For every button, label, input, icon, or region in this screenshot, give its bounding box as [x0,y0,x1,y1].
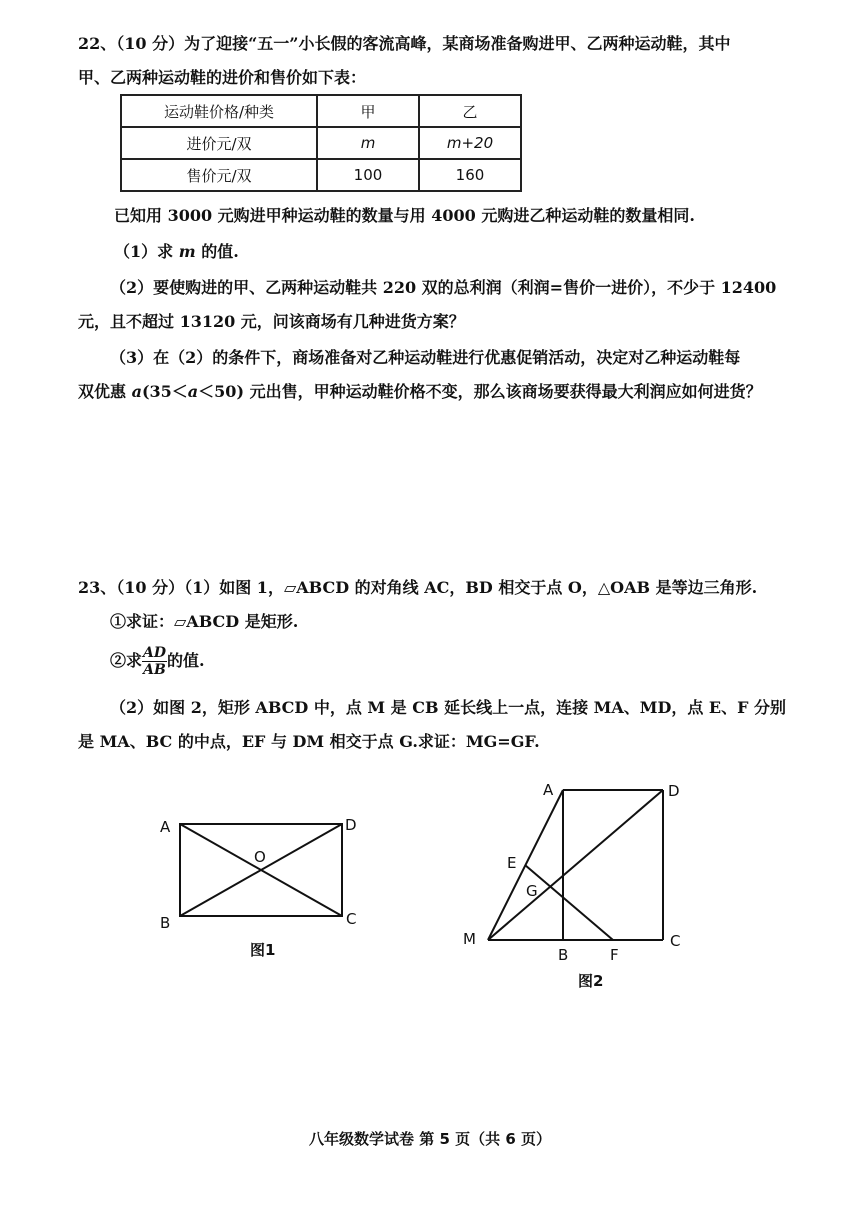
table-cell: 进价元/双 [121,127,317,159]
fig1-label-o: O [254,848,266,866]
q22-line1: 22、（10 分）为了迎接“五一”小长假的客流高峰，某商场准备购进甲、乙两种运动鞋，其中 [78,34,731,53]
table-row [121,127,521,159]
table-cell: m [317,127,419,159]
q23-sub2-text: 的值. [167,651,205,670]
table-row [121,159,521,191]
q22-part1 [114,242,239,262]
table-cell: 160 [419,159,521,191]
q23-sub2 [110,644,205,678]
fig2-label-b: B [558,946,569,964]
fig2-caption: 图2 [578,972,604,990]
table-header-row [121,95,521,127]
q23-line1: 23、（10 分）（1）如图 1，▱ABCD 的对角线 AC，BD 相交于点 O，△OAB 是等边三角形. [78,578,758,597]
fig1-diagonal-bd [180,824,342,916]
q22-part1-text: 的值. [195,242,239,261]
price-table [120,94,522,192]
q22-given: 已知用 3000 元购进甲种运动鞋的数量与用 4000 元购进乙种运动鞋的数量相同. [114,206,695,225]
fig1-diagonal-ac [180,824,342,916]
q22-part3-line2 [78,382,762,402]
q23-part2-line2: 是 MA、BC 的中点，EF 与 DM 相交于点 G.求证：MG=GF. [78,732,540,751]
fig1-label-a: A [160,818,171,836]
fig2-label-a: A [543,781,554,799]
fig1-label-b: B [160,914,171,932]
q22-line2: 甲、乙两种运动鞋的进价和售价如下表： [78,68,367,87]
fig1-label-d: D [345,816,357,834]
fraction [142,645,167,678]
fig2-line-ma [488,790,563,940]
q22-part3-text: (35＜ [141,382,188,401]
fraction-numerator: AD [143,645,167,661]
page-footer: 八年级数学试卷 第 5 页（共 6 页） [309,1130,551,1148]
table-cell: 100 [317,159,419,191]
fig2-label-f: F [610,946,619,964]
figure-2 [488,790,663,940]
q22-part3-var: a [131,382,142,401]
fig2-label-c: C [670,932,681,950]
q23-sub2-text: ②求 [110,651,143,670]
fig1-rectangle [180,824,342,916]
q22-part1-text: （1）求 [114,242,179,261]
fig2-label-d: D [668,782,680,800]
q22-part3-line1: （3）在（2）的条件下，商场准备对乙种运动鞋进行优惠促销活动，决定对乙种运动鞋每 [110,348,741,367]
table-cell: m+20 [419,127,521,159]
fraction-denominator: AB [143,662,166,678]
q22-part3-text: 双优惠 [78,382,132,401]
fig2-line-md [488,790,663,940]
fig2-label-m: M [463,930,476,948]
fig1-label-c: C [346,910,357,928]
q23-sub1: ①求证：▱ABCD 是矩形. [110,612,299,631]
table-cell: 售价元/双 [121,159,317,191]
q22-part2-line1: （2）要使购进的甲、乙两种运动鞋共 220 双的总利润（利润=售价一进价），不少于 12400 [110,278,777,297]
fig1-caption: 图1 [250,941,276,959]
fig2-label-g: G [526,882,538,900]
fig2-line-ef [525,865,613,940]
q22-part1-var: m [178,242,196,261]
fig2-label-e: E [507,854,517,872]
table-header-cell: 乙 [419,95,521,127]
table-header-cell: 甲 [317,95,419,127]
q22-part3-var: a [187,382,199,401]
q22-part2-line2: 元，且不超过 13120 元，问该商场有几种进货方案？ [78,312,465,331]
q23-part2-line1: （2）如图 2，矩形 ABCD 中，点 M 是 CB 延长线上一点，连接 MA、MD，点 E、F 分别 [110,698,787,717]
table-header-cell: 运动鞋价格/种类 [121,95,317,127]
q22-part3-text: ＜50) 元出售，甲种运动鞋价格不变，那么该商场要获得最大利润应如何进货？ [198,382,762,401]
